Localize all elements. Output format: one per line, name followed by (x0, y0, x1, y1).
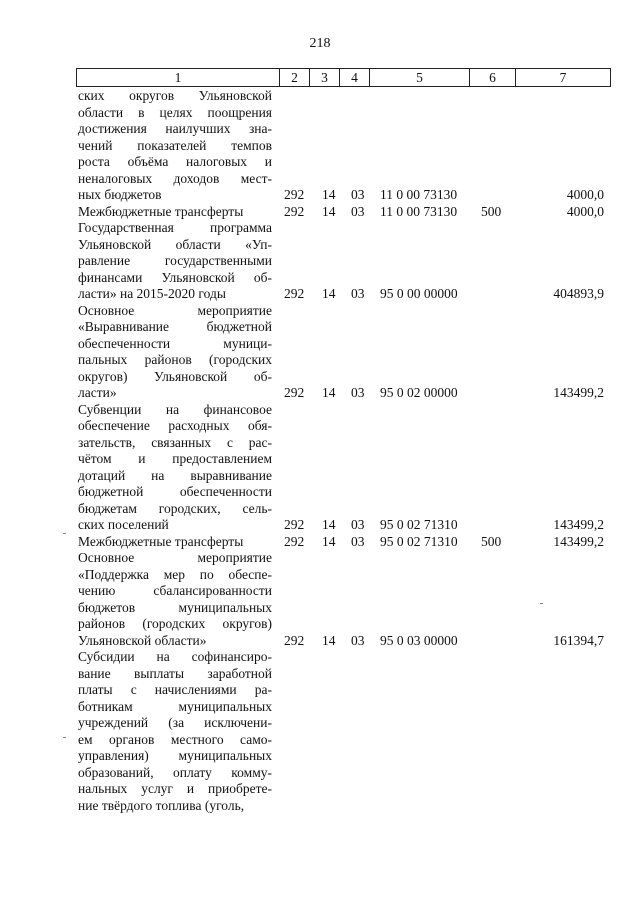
cell-col-5: 11 0 00 73130 (380, 187, 458, 202)
description-line: чётом и предоставлением (78, 451, 272, 466)
description-line: ем органов местного само- (78, 731, 272, 747)
description-line: Межбюджетные трансферты (78, 203, 244, 219)
cell-col-4: 03 (351, 187, 365, 202)
cell-col-2: 292 (284, 385, 305, 400)
description-line: ласти» (78, 385, 117, 400)
description-line: Субсидии на софинансиро- (78, 649, 272, 664)
cell-col-7: 161394,7 (553, 632, 604, 648)
row-description (78, 550, 272, 649)
description-line: управления) муниципальных (78, 748, 272, 763)
description-line: ласти» на 2015-2020 годы (78, 286, 226, 301)
cell-col-5: 95 0 03 00000 (380, 632, 458, 648)
cell-col-3: 14 (322, 385, 336, 400)
description-line: Основное мероприятие (78, 302, 272, 318)
cell-col-6: 500 (481, 203, 502, 219)
row-description (78, 402, 272, 534)
description-line: равление государственными (78, 253, 272, 268)
description-line: достижения наилучших зна- (78, 121, 272, 136)
description-line: неналоговых доходов мест- (78, 170, 272, 186)
header-col-5: 5 (370, 69, 470, 87)
description-line: районов (городских округов) (78, 616, 272, 631)
cell-col-5: 95 0 02 71310 (380, 517, 458, 532)
description-line: Ульяновской области «Уп- (78, 236, 272, 252)
cell-col-5: 95 0 00 00000 (380, 286, 458, 301)
description-line: платы с начислениями ра- (78, 682, 272, 697)
cell-col-2: 292 (284, 517, 305, 532)
cell-col-2: 292 (284, 533, 305, 549)
row-description (78, 220, 272, 303)
cell-col-3: 14 (322, 286, 336, 301)
header-col-1: 1 (77, 69, 280, 87)
description-line: пальных районов (городских (78, 352, 272, 367)
cell-col-4: 03 (351, 286, 365, 301)
cell-col-5: 11 0 00 73130 (380, 203, 458, 219)
cell-col-3: 14 (322, 533, 336, 549)
description-line: чению сбалансированности (78, 583, 272, 598)
cell-col-3: 14 (322, 517, 336, 532)
scan-speck (540, 603, 543, 604)
description-line: Государственная программа (78, 220, 272, 235)
description-line: зательств, связанных с рас- (78, 434, 272, 450)
description-line: роста объёма налоговых и (78, 154, 272, 169)
row-description (78, 534, 272, 551)
row-description (78, 303, 272, 402)
description-line: области в целях поощрения (78, 104, 272, 120)
cell-col-4: 03 (351, 533, 365, 549)
table-header (76, 68, 611, 87)
description-line: бюджетам городских, сель- (78, 500, 272, 516)
description-line: ных бюджетов (78, 187, 162, 202)
header-col-7: 7 (516, 69, 611, 87)
description-line: Межбюджетные трансферты (78, 533, 244, 549)
cell-col-2: 292 (284, 203, 305, 219)
cell-col-4: 03 (351, 385, 365, 400)
description-line: «Выравнивание бюджетной (78, 319, 272, 334)
description-line: обеспечение расходных обя- (78, 418, 272, 433)
description-line: ние твёрдого топлива (уголь, (78, 797, 245, 813)
description-line: вание выплаты заработной (78, 665, 272, 681)
cell-col-5: 95 0 02 71310 (380, 533, 458, 549)
description-line: обеспеченности муници- (78, 335, 272, 351)
header-col-6: 6 (470, 69, 516, 87)
description-line: «Поддержка мер по обеспе- (78, 566, 272, 582)
description-line: чений показателей темпов (78, 137, 272, 153)
description-line: Субвенции на финансовое (78, 401, 272, 417)
cell-col-4: 03 (351, 517, 365, 532)
cell-col-7: 143499,2 (553, 385, 604, 400)
description-line: бюджетной обеспеченности (78, 484, 272, 499)
cell-col-4: 03 (351, 632, 365, 648)
cell-col-5: 95 0 02 00000 (380, 385, 458, 400)
description-line: ботникам муниципальных (78, 698, 272, 714)
scan-speck (63, 737, 66, 738)
description-line: Основное мероприятие (78, 550, 272, 565)
description-line: бюджетов муниципальных (78, 599, 272, 615)
cell-col-7: 143499,2 (553, 533, 604, 549)
scan-speck (63, 533, 66, 534)
cell-col-7: 404893,9 (553, 286, 604, 301)
description-line: округов) Ульяновской об- (78, 368, 272, 384)
description-line: ских поселений (78, 517, 169, 532)
description-line: учреждений (за исключени- (78, 715, 272, 730)
cell-col-4: 03 (351, 203, 365, 219)
cell-col-2: 292 (284, 632, 305, 648)
cell-col-3: 14 (322, 203, 336, 219)
header-col-2: 2 (280, 69, 310, 87)
description-line: образований, оплату комму- (78, 764, 272, 780)
row-description (78, 204, 272, 221)
cell-col-2: 292 (284, 187, 305, 202)
row-description (78, 649, 272, 814)
description-line: финансами Ульяновской об- (78, 269, 272, 285)
header-col-3: 3 (310, 69, 340, 87)
description-line: ских округов Ульяновской (78, 88, 272, 103)
cell-col-3: 14 (322, 187, 336, 202)
description-line: дотаций на выравнивание (78, 467, 272, 483)
cell-col-2: 292 (284, 286, 305, 301)
page-number: 218 (309, 36, 331, 51)
row-description (78, 88, 272, 204)
cell-col-6: 500 (481, 533, 502, 549)
header-col-4: 4 (340, 69, 370, 87)
cell-col-7: 4000,0 (566, 203, 604, 219)
description-line: Ульяновской области» (78, 632, 207, 648)
cell-col-3: 14 (322, 632, 336, 648)
cell-col-7: 143499,2 (553, 517, 604, 532)
cell-col-7: 4000,0 (566, 187, 604, 202)
description-line: нальных услуг и приобрете- (78, 781, 272, 796)
